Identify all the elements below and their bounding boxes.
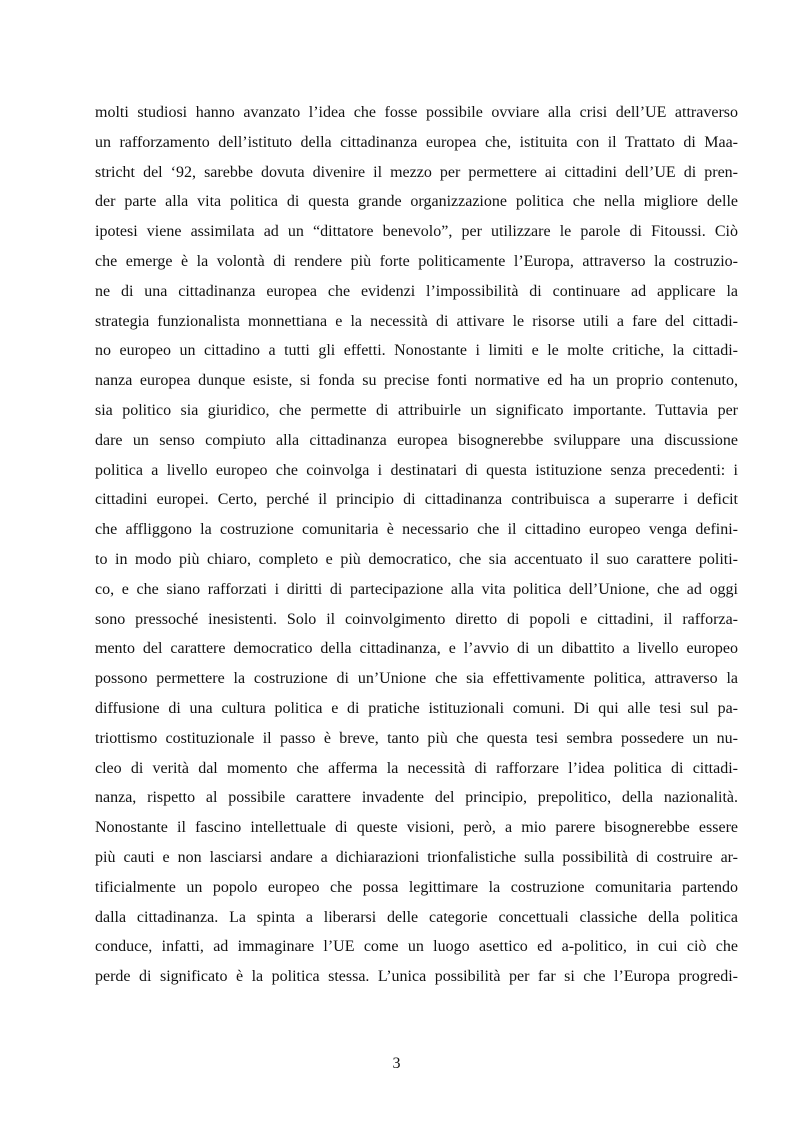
- text-line: dalla cittadinanza. La spinta a liberarsi delle categorie concettuali classiche della politica: [95, 908, 738, 926]
- page-number: 3: [392, 1055, 401, 1072]
- text-line: diffusione di una cultura politica e di pratiche istituzionali comuni. Di qui alle tesi sul pa-: [95, 699, 738, 717]
- text-line: politica a livello europeo che coinvolga i destinatari di questa istituzione senza precedenti: i: [95, 461, 738, 479]
- text-line: co, e che siano rafforzati i diritti di partecipazione alla vita politica dell’Unione, che ad oggi: [95, 580, 738, 598]
- text-line: mento del carattere democratico della cittadinanza, e l’avvio di un dibattito a livello europeo: [95, 640, 738, 658]
- text-line: der parte alla vita politica di questa grande organizzazione politica che nella migliore delle: [95, 193, 738, 211]
- text-line: più cauti e non lasciarsi andare a dichiarazioni trionfalistiche sulla possibilità di costruire ar-: [95, 848, 738, 866]
- text-line: molti studiosi hanno avanzato l’idea che fosse possibile ovviare alla crisi dell’UE attraverso: [95, 104, 738, 121]
- text-line: sono pressoché inesistenti. Solo il coinvolgimento diretto di popoli e cittadini, il rafforza-: [95, 610, 738, 628]
- text-line: ne di una cittadinanza europea che evidenzi l’impossibilità di continuare ad applicare la: [95, 282, 738, 300]
- text-line: che emerge è la volontà di rendere più forte politicamente l’Europa, attraverso la costruzio-: [95, 252, 738, 270]
- text-line: cleo di verità dal momento che afferma la necessità di rafforzare l’idea politica di cittadi-: [95, 759, 738, 777]
- text-line: sia politico sia giuridico, che permette di attribuirle un significato importante. Tuttavia per: [95, 401, 738, 419]
- body-text: [95, 98, 738, 992]
- text-line: tificialmente un popolo europeo che possa legittimare la costruzione comunitaria partendo: [95, 878, 738, 896]
- text-line: nanza europea dunque esiste, si fonda su precise fonti normative ed ha un proprio contenuto,: [95, 372, 738, 390]
- text-line: un rafforzamento dell’istituto della cittadinanza europea che, istituita con il Trattato di Maa-: [95, 133, 738, 151]
- text-line: cittadini europei. Certo, perché il principio di cittadinanza contribuisca a superarre i deficit: [95, 491, 738, 509]
- text-line: possono permettere la costruzione di un’Unione che sia effettivamente politica, attraverso la: [95, 670, 738, 688]
- text-line: to in modo più chiaro, completo e più democratico, che sia accentuato il suo carattere politi-: [95, 550, 738, 568]
- text-line: ipotesi viene assimilata ad un “dittatore benevolo”, per utilizzare le parole di Fitoussi. Ciò: [95, 223, 738, 241]
- text-line: dare un senso compiuto alla cittadinanza europea bisognerebbe sviluppare una discussione: [95, 431, 738, 449]
- text-line: strategia funzionalista monnettiana e la necessità di attivare le risorse utili a fare del cittadi-: [95, 312, 738, 330]
- text-line: Nonostante il fascino intellettuale di queste visioni, però, a mio parere bisognerebbe essere: [95, 819, 738, 837]
- text-line: che affliggono la costruzione comunitaria è necessario che il cittadino europeo venga defini-: [95, 521, 738, 539]
- text-line: triottismo costituzionale il passo è breve, tanto più che questa tesi sembra possedere un nu-: [95, 729, 738, 747]
- text-line: nanza, rispetto al possibile carattere invadente del principio, prepolitico, della nazionalità.: [95, 789, 738, 807]
- text-line: no europeo un cittadino a tutti gli effetti. Nonostante i limiti e le molte critiche, la cittadi-: [95, 342, 738, 360]
- text-line: perde di significato è la politica stessa. L’unica possibilità per far si che l’Europa progredi-: [95, 968, 738, 986]
- text-line: stricht del ‘92, sarebbe dovuta divenire il mezzo per permettere ai cittadini dell’UE di pren-: [95, 163, 738, 181]
- text-line: conduce, infatti, ad immaginare l’UE come un luogo asettico ed a-politico, in cui ciò che: [95, 938, 738, 956]
